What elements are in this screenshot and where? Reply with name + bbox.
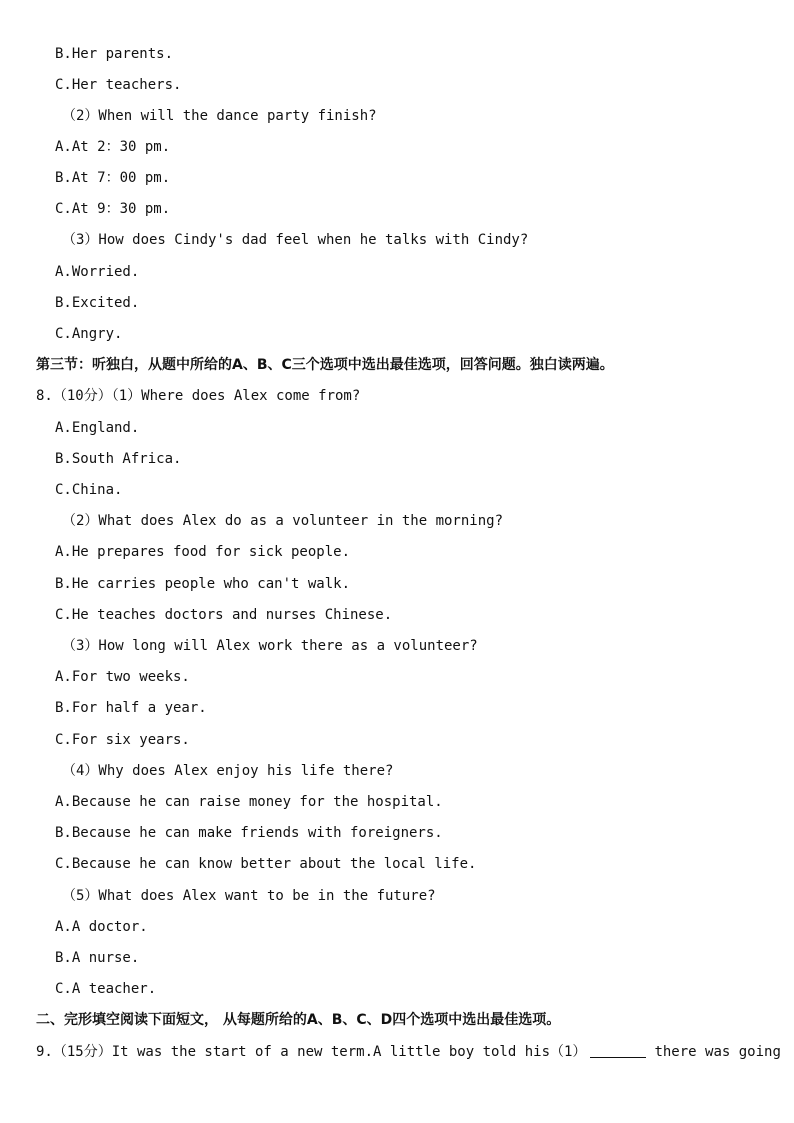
section-3-heading: 第三节：听独白，从题中所给的A、B、C三个选项中选出最佳选项，回答问题。独白读两遍。: [36, 357, 614, 373]
option-c: C.A teacher.: [55, 981, 157, 997]
option-b: B.He carries people who can't walk.: [55, 576, 351, 592]
question-9-text: [36, 1041, 781, 1063]
option-c: C.At 9：30 pm.: [55, 201, 171, 217]
option-a: A.At 2：30 pm.: [55, 139, 171, 155]
question-7-3: （3）How does Cindy's dad feel when he talks with Cindy?: [62, 232, 529, 248]
option-c-her-teachers: C.Her teachers.: [55, 77, 182, 93]
question-7-2: （2）When will the dance party finish?: [62, 108, 377, 124]
option-b: B.A nurse.: [55, 950, 140, 966]
answer-blank-1[interactable]: [590, 1043, 646, 1058]
option-a: A.A doctor.: [55, 919, 148, 935]
option-c: C.Angry.: [55, 326, 123, 342]
question-9-after-blank: there was going: [654, 1044, 781, 1060]
option-b-her-parents: B.Her parents.: [55, 46, 174, 62]
option-b: B.Excited.: [55, 295, 140, 311]
option-a: A.He prepares food for sick people.: [55, 544, 351, 560]
question-9-before-blank: 9.（15分）It was the start of a new term.A little boy told his（1）: [36, 1044, 587, 1060]
option-a: A.For two weeks.: [55, 669, 190, 685]
option-b: B.South Africa.: [55, 451, 182, 467]
option-c: C.He teaches doctors and nurses Chinese.: [55, 607, 393, 623]
option-b: B.Because he can make friends with foreigners.: [55, 825, 443, 841]
cloze-section-heading: 二、完形填空阅读下面短文， 从每题所给的A、B、C、D四个选项中选出最佳选项。: [36, 1012, 561, 1028]
question-8-4: （4）Why does Alex enjoy his life there?: [62, 763, 394, 779]
option-a: A.Worried.: [55, 264, 140, 280]
option-b: B.At 7：00 pm.: [55, 170, 171, 186]
question-8-2: （2）What does Alex do as a volunteer in the morning?: [62, 513, 504, 529]
question-8-5: （5）What does Alex want to be in the future?: [62, 888, 436, 904]
option-c: C.China.: [55, 482, 123, 498]
option-b: B.For half a year.: [55, 700, 207, 716]
option-a: A.England.: [55, 420, 140, 436]
question-8-3: （3）How long will Alex work there as a volunteer?: [62, 638, 478, 654]
question-8-intro: 8.（10分）（1）Where does Alex come from?: [36, 388, 361, 404]
option-c: C.Because he can know better about the local life.: [55, 856, 477, 872]
option-c: C.For six years.: [55, 732, 190, 748]
option-a: A.Because he can raise money for the hospital.: [55, 794, 443, 810]
